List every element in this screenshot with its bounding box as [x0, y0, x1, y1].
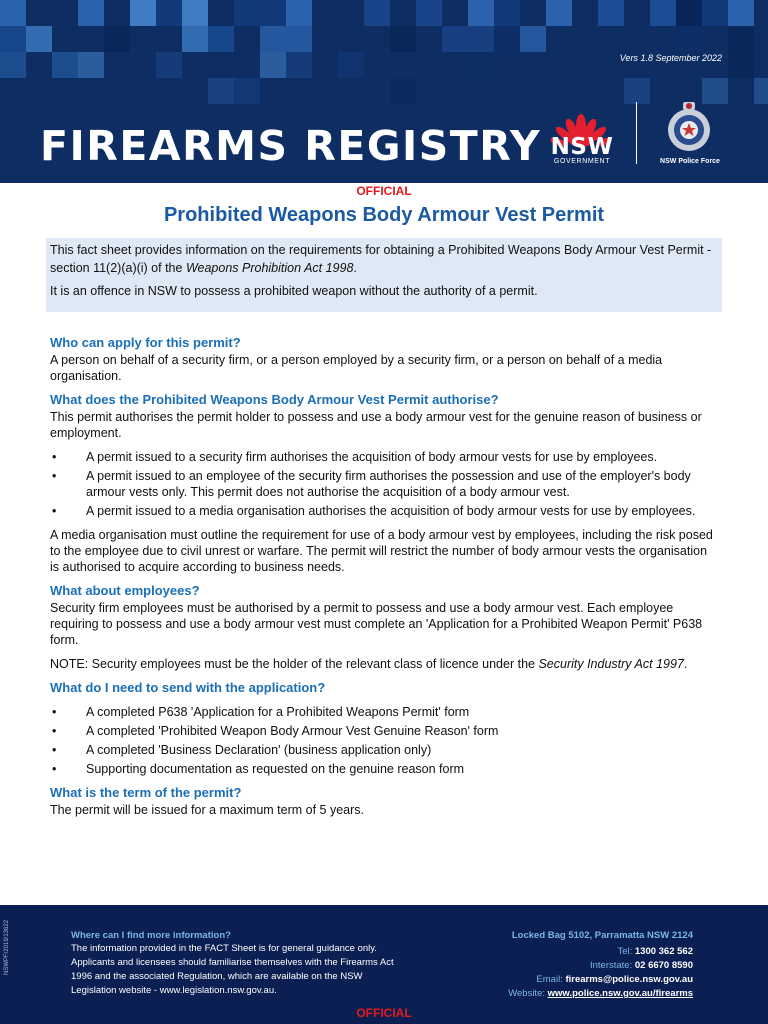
contact-tel: Tel: 1300 362 562	[617, 946, 693, 957]
section-heading-who: Who can apply for this permit?	[50, 335, 241, 350]
footer-contact	[393, 930, 693, 1001]
section-heading-employees: What about employees?	[50, 583, 200, 598]
bullet-icon: •	[52, 724, 57, 738]
official-classification-bottom: OFFICIAL	[356, 1006, 412, 1020]
act-reference: Security Industry Act 1997	[538, 657, 684, 671]
mosaic-tile	[364, 0, 390, 26]
mosaic-tile	[234, 0, 260, 26]
section-heading-authorise: What does the Prohibited Weapons Body Armour Vest Permit authorise?	[50, 392, 499, 407]
send-bullet-list	[50, 704, 718, 777]
mosaic-tile	[0, 26, 26, 52]
bullet-icon: •	[52, 762, 57, 776]
mosaic-tile	[286, 52, 312, 78]
list-item: • A completed 'Business Declaration' (business application only)	[52, 743, 432, 757]
mosaic-tile	[468, 0, 494, 26]
mosaic-tile	[130, 0, 156, 26]
mosaic-tile	[494, 26, 520, 52]
section-text-employees: Security firm employees must be authorised by a permit to possess and use a body armour vest. Each employee requiring to possess and use a body armour vest must complete an 'Application for a Prohibited Weapon Permit' P638 form.	[50, 601, 703, 647]
nsw-logo-text: NSW	[550, 134, 614, 160]
mosaic-tile	[546, 0, 572, 26]
bullet-icon: •	[52, 705, 57, 719]
section-text-media: A media organisation must outline the requirement for use of a body armour vest by employees, including the risk posed to the employee due to civil unrest or warfare. The permit will restrict the number of body armour vests the organisation is authorised to acquire according to business needs.	[50, 528, 713, 574]
mosaic-tile	[598, 0, 624, 26]
version-label: Vers 1.8 September 2022	[619, 53, 722, 63]
mosaic-tile	[260, 52, 286, 78]
nsw-government-label: GOVERNMENT	[553, 158, 611, 165]
mosaic-tile	[234, 78, 260, 104]
mosaic-tile	[650, 0, 676, 26]
list-item: • A permit issued to an employee of the security firm authorises the possession and use of the employer's body armour vests only. This permit does not authorise the acquisition of a body armour vest.	[52, 469, 691, 499]
mosaic-tile	[676, 0, 702, 26]
section-text-who: A person on behalf of a security firm, or a person employed by a security firm, or a person on behalf of a media organisation.	[50, 353, 663, 383]
mosaic-tile	[104, 26, 130, 52]
bullet-icon: •	[52, 469, 57, 483]
mosaic-tile	[0, 0, 26, 26]
mosaic-tile	[520, 26, 546, 52]
email-link[interactable]: firearms@police.nsw.gov.au	[565, 974, 693, 985]
mosaic-tile	[78, 52, 104, 78]
mosaic-tile	[26, 26, 52, 52]
mosaic-tile	[78, 0, 104, 26]
security-note: NOTE: Security employees must be the holder of the relevant class of licence under the Security Industry Act 1997.	[50, 657, 688, 671]
mosaic-tile	[156, 0, 182, 26]
postal-address: Locked Bag 5102, Parramatta NSW 2124	[511, 930, 693, 941]
contact-email: Email: firearms@police.nsw.gov.au	[536, 974, 693, 985]
document-title: Prohibited Weapons Body Armour Vest Permit	[163, 204, 605, 226]
list-item: • A permit issued to a media organisation authorises the acquisition of body armour vests for use by employees.	[52, 504, 696, 518]
mosaic-tile	[468, 52, 494, 78]
police-badge-icon	[664, 100, 714, 154]
mosaic-tile	[702, 0, 728, 26]
footer-more-info	[71, 930, 401, 998]
more-info-text: The information provided in the FACT Sheet is for general guidance only. Applicants and licensees should familiarise themselves with the Firearms Act 1996 and the associated Regulation, which are available on the NSW Legislation website - www.legislation.nsw.gov.au.	[71, 943, 394, 996]
website-link[interactable]: www.police.nsw.gov.au/firearms	[547, 988, 693, 999]
mosaic-tile	[260, 26, 286, 52]
list-item: • A completed P638 'Application for a Prohibited Weapons Permit' form	[52, 705, 470, 719]
list-item: • A permit issued to a security firm authorises the acquisition of body armour vests for use by employees.	[52, 450, 658, 464]
mosaic-tile	[208, 78, 234, 104]
mosaic-tile	[442, 26, 468, 52]
contact-website: Website: www.police.nsw.gov.au/firearms	[508, 988, 693, 999]
mosaic-tile	[182, 26, 208, 52]
mosaic-tile	[52, 52, 78, 78]
mosaic-tile	[286, 0, 312, 26]
section-text-term: The permit will be issued for a maximum term of 5 years.	[50, 803, 364, 817]
logo-divider	[636, 102, 637, 164]
firearms-registry-title: FIREARMS REGISTRY	[40, 122, 542, 170]
contact-interstate: Interstate: 02 6670 8590	[589, 960, 693, 971]
authorise-bullet-list	[50, 449, 718, 519]
official-classification-top: OFFICIAL	[356, 184, 412, 198]
header-banner	[0, 0, 768, 183]
mosaic-tile	[676, 26, 702, 52]
mosaic-tile	[754, 78, 768, 104]
mosaic-tile	[260, 0, 286, 26]
section-text-authorise: This permit authorises the permit holder to possess and use a body armour vest for the genuine reason of business or employment.	[50, 410, 702, 440]
mosaic-tile	[208, 26, 234, 52]
intro-paragraph-2: It is an offence in NSW to possess a prohibited weapon without the authority of a permit.	[50, 284, 538, 298]
section-heading-term: What is the term of the permit?	[50, 785, 242, 800]
intro-paragraph-1: This fact sheet provides information on the requirements for obtaining a Prohibited Weapons Body Armour Vest Permit - section 11(2)(a)(i) of the Weapons Prohibition Act 1998.	[50, 243, 712, 275]
mosaic-tile	[728, 26, 754, 52]
mosaic-tile	[468, 26, 494, 52]
list-item: • A completed 'Prohibited Weapon Body Armour Vest Genuine Reason' form	[52, 724, 499, 738]
mosaic-tile	[286, 26, 312, 52]
mosaic-tile	[182, 0, 208, 26]
mosaic-tile	[156, 52, 182, 78]
intro-box	[46, 238, 722, 312]
mosaic-tile	[390, 26, 416, 52]
mosaic-tile	[494, 0, 520, 26]
bullet-icon: •	[52, 504, 57, 518]
mosaic-tile	[260, 78, 286, 104]
content-body	[50, 335, 718, 818]
mosaic-tile	[338, 52, 364, 78]
mosaic-tile	[728, 52, 754, 78]
mosaic-tile	[624, 78, 650, 104]
mosaic-tile	[416, 0, 442, 26]
bullet-icon: •	[52, 743, 57, 757]
mosaic-tile	[728, 0, 754, 26]
act-reference: Weapons Prohibition Act 1998	[185, 261, 354, 275]
bullet-icon: •	[52, 450, 57, 464]
list-item: • Supporting documentation as requested on the genuine reason form	[52, 762, 465, 776]
document-code: NSWPF/2019/13622	[4, 919, 10, 975]
section-heading-send: What do I need to send with the application?	[50, 680, 326, 695]
more-info-heading: Where can I find more information?	[71, 930, 231, 941]
mosaic-tile	[0, 52, 26, 78]
nsw-police-force-label: NSW Police Force	[660, 158, 720, 165]
mosaic-tile	[390, 78, 416, 104]
